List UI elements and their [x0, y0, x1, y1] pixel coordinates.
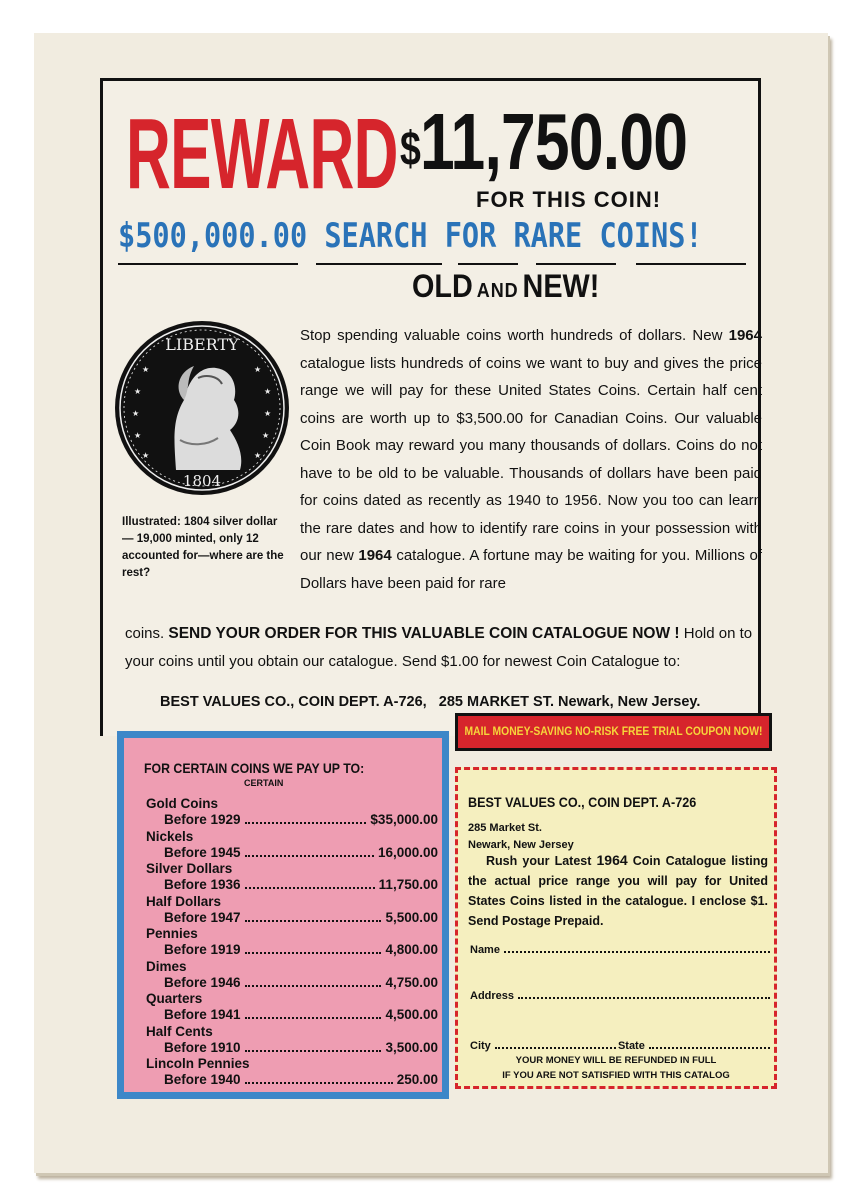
coin-date-limit: Before 1929: [164, 812, 241, 827]
coin-price: 3,500.00: [385, 1039, 438, 1055]
coin-price: 4,500.00: [385, 1007, 438, 1022]
reward-amount: [400, 97, 688, 186]
coin-category: Silver Dollars: [146, 861, 233, 876]
coin-category: Gold Coins: [146, 796, 218, 811]
svg-text:★: ★: [142, 451, 150, 460]
search-headline: $500,000.00 SEARCH FOR RARE COINS!: [118, 216, 703, 256]
old-and-new: OLD AND NEW!: [412, 268, 600, 304]
coin-caption: Illustrated: 1804 silver dollar — 19,000 minted, only 12 accounted for—where are the rest?: [122, 516, 284, 579]
coin-year: 1804: [182, 472, 222, 490]
coupon-title: BEST VALUES CO., COIN DEPT. A-726: [468, 794, 697, 810]
coin-price: $35,000.00: [370, 812, 438, 827]
coin-date-limit: Before 1941: [164, 1007, 241, 1022]
price-list-title: FOR CERTAIN COINS WE PAY UP TO:: [144, 760, 365, 776]
underline: [458, 263, 518, 265]
underline: [316, 263, 442, 265]
dollar-sign: $: [400, 123, 421, 176]
price-row: [146, 959, 438, 991]
price-row: [146, 926, 438, 958]
mail-coupon-banner: MAIL MONEY-SAVING NO-RISK FREE TRIAL COUPON NOW!: [455, 713, 772, 751]
for-this-coin: FOR THIS COIN!: [476, 187, 662, 212]
svg-text:★: ★: [254, 365, 262, 374]
coupon-body: Rush your Latest 1964 Coin Catalogue listing the actual price range you will pay for United States Coins listed in the catalogue. I enclose $1. Send Postage Prepaid.: [468, 852, 768, 928]
refund-notice-2: IF YOU ARE NOT SATISFIED WITH THIS CATALOG: [502, 1070, 730, 1081]
svg-text:★: ★: [264, 387, 272, 396]
price-row: [146, 829, 438, 861]
coin-price: 11,750.00: [378, 877, 438, 892]
coin-category: Half Dollars: [146, 893, 222, 909]
refund-notice: YOUR MONEY WILL BE REFUNDED IN FULL: [515, 1055, 717, 1066]
coin-date-limit: Before 1919: [164, 942, 241, 957]
coin-date-limit: Before 1940: [164, 1072, 241, 1087]
svg-text:★: ★: [134, 387, 142, 396]
coin-category: Dimes: [146, 958, 187, 974]
svg-text:★: ★: [132, 409, 140, 418]
price-row: [146, 991, 438, 1023]
svg-text:★: ★: [262, 431, 270, 440]
coin-date-limit: Before 1946: [164, 974, 241, 990]
price-row: [146, 894, 438, 926]
coin-price: 4,800.00: [385, 942, 438, 957]
coin-1804-dollar-illustration: [114, 320, 290, 496]
coin-category: Pennies: [146, 926, 198, 941]
coin-category: Quarters: [146, 991, 203, 1006]
ad-body-text: Stop spending valuable coins worth hundreds of dollars. New 1964 catalogue lists hundreds of coins we want to buy and gives the price range we will pay for these United States Coins. Certain half cent coins are worth up to $3,500.00 for Canadian Coins. Our valuable Coin Book may reward you many thousands of dollars. Coins do not have to be old to be valuable. Thousands of dollars have been paid for coins dated as recently as 1940 to 1956. Now you too can learn the rare dates and how to identify rare coins in your possession with our new 1964 catalogue. A fortune may be waiting for you. Millions of Dollars have been paid for rare: [300, 327, 762, 592]
coin-category: Lincoln Pennies: [146, 1056, 250, 1071]
svg-text:★: ★: [264, 409, 272, 418]
coupon-address: 285 Market St. Newark, New Jersey: [468, 822, 574, 851]
order-coupon: [455, 767, 777, 1089]
coin-category: Half Cents: [146, 1023, 213, 1039]
price-list-box: [117, 731, 449, 1099]
reward-headline: REWARD: [126, 98, 398, 210]
coin-date-limit: Before 1936: [164, 877, 241, 892]
price-row: [146, 861, 438, 893]
coin-category: Nickels: [146, 828, 194, 844]
price-row: [146, 796, 438, 828]
coin-price: 16,000.00: [377, 844, 438, 860]
order-callout: SEND YOUR ORDER FOR THIS VALUABLE COIN CATALOGUE NOW !: [168, 625, 680, 642]
ad-body-continued: coins. SEND YOUR ORDER FOR THIS VALUABLE COIN CATALOGUE NOW ! Hold on to your coins until you obtain our catalogue. Send $1.00 for newest Coin Catalogue to:: [125, 625, 753, 670]
coin-date-limit: Before 1910: [164, 1039, 241, 1055]
svg-text:★: ★: [134, 431, 142, 440]
svg-text:★: ★: [254, 451, 262, 460]
underline: [636, 263, 746, 265]
company-address: BEST VALUES CO., COIN DEPT. A-726, 285 MARKET ST. Newark, New Jersey.: [160, 694, 701, 710]
svg-text:★: ★: [142, 365, 150, 374]
coin-legend: LIBERTY: [165, 335, 239, 354]
price-row: [146, 1024, 438, 1056]
underline: [118, 263, 298, 265]
price-row: [146, 1056, 438, 1088]
price-list-subtitle: CERTAIN: [244, 778, 284, 788]
city-state-field[interactable]: City State: [470, 1040, 770, 1052]
coin-price: 250.00: [396, 1072, 438, 1087]
coin-price: 4,750.00: [385, 974, 438, 990]
coin-price: 5,500.00: [385, 909, 438, 925]
address-field[interactable]: Address: [470, 990, 770, 1002]
coin-date-limit: Before 1945: [164, 844, 241, 860]
name-field[interactable]: Name: [470, 944, 770, 956]
coin-date-limit: Before 1947: [164, 909, 241, 925]
amount-value: 11,750.00: [420, 97, 688, 186]
underline: [536, 263, 616, 265]
